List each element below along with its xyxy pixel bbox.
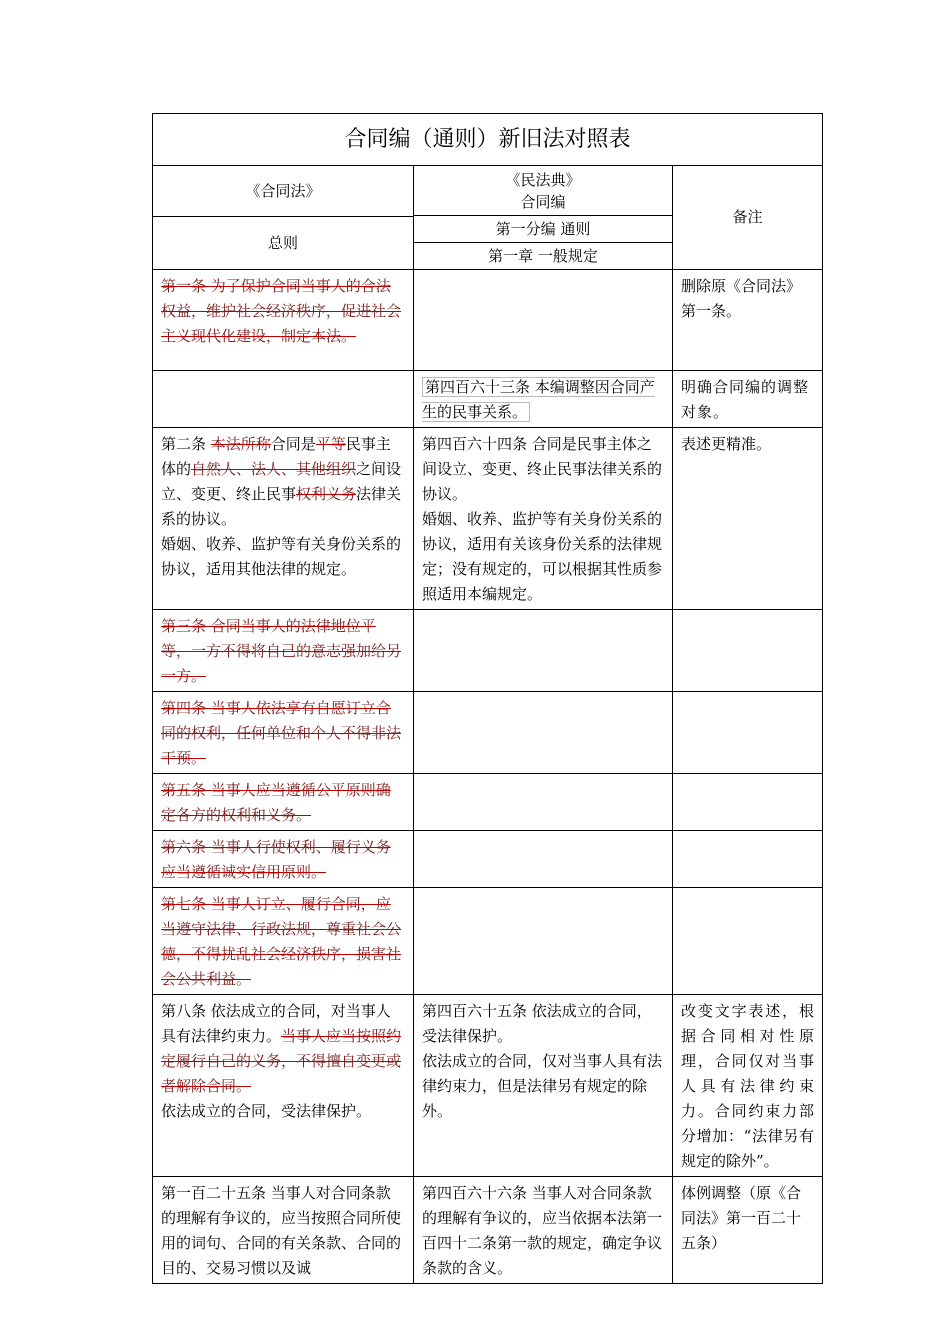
note-cell (673, 774, 823, 831)
old-text-paragraph: 依法成立的合同，受法律保护。 (161, 1102, 372, 1120)
table-row (153, 270, 823, 371)
new-article-cell (414, 270, 673, 371)
header-civil-code-sub (414, 216, 673, 270)
note-cell: 体例调整（原《合同法》第一百二十五条） (673, 1177, 823, 1284)
old-text: 第一百二十五条 当事人对合同条款的理解有争议的，应当按照合同所使用的词句、合同的有关条款、合同的目的、交易习惯以及诚 (161, 1184, 402, 1277)
old-text: 民事主体的 (161, 435, 391, 478)
header-notes: 备注 (673, 166, 823, 270)
comparison-document (152, 113, 822, 1284)
new-article-cell (414, 610, 673, 692)
table-row (153, 995, 823, 1177)
new-article-paragraph: 婚姻、收养、监护等有关身份关系的协议，适用有关该身份关系的法律规定；没有规定的，可以根据其性质参照适用本编规定。 (422, 510, 663, 603)
table-row (153, 888, 823, 995)
old-text: 之间设立、变更、终止民事 (161, 460, 402, 503)
deleted-text: 第五条 当事人应当遵循公平原则确定各方的权利和义务。 (161, 781, 391, 824)
new-article-cell (414, 831, 673, 888)
deleted-text: 第六条 当事人行使权利、履行义务应当遵循诚实信用原则。 (161, 838, 391, 881)
page-title: 合同编（通则）新旧法对照表 (153, 114, 823, 166)
header-civil-code-title: 《民法典》 (505, 170, 581, 189)
deleted-text: 第一条 为了保护合同当事人的合法权益，维护社会经济秩序，促进社会主义现代化建设，制定本法。 (161, 277, 402, 345)
old-text: 法律关系的协议。 (161, 485, 402, 528)
note-cell (673, 831, 823, 888)
old-text: 合同是 (270, 435, 316, 453)
header-contract-law (153, 166, 414, 270)
new-article-cell: 第四百六十六条 当事人对合同条款的理解有争议的，应当依据本法第一百四十二条第一款的规定，确定争议条款的含义。 (414, 1177, 673, 1284)
table-row (153, 371, 823, 428)
new-article-cell (414, 428, 673, 610)
comparison-table (152, 113, 823, 1284)
deleted-text: 第七条 当事人订立、履行合同，应当遵守法律、行政法规，尊重社会公德，不得扰乱社会经济秩序，损害社会公共利益。 (161, 895, 402, 988)
new-article-text: 第四百六十五条 依法成立的合同，受法律保护。 (422, 1002, 652, 1045)
new-article-text: 第四百六十三条 本编调整因合同产生的民事关系。 (422, 378, 655, 421)
deleted-text: 权利义务 (296, 485, 357, 503)
old-article-cell (153, 610, 414, 692)
old-article-cell (153, 371, 414, 428)
deleted-text: 当事人应当按照约定履行自己的义务，不得擅自变更或者解除合同。 (161, 1027, 402, 1095)
old-text: 第八条 依法成立的合同，对当事人具有法律约束力。 (161, 1002, 391, 1045)
old-text-paragraph: 婚姻、收养、监护等有关身份关系的协议，适用其他法律的规定。 (161, 535, 402, 578)
new-article-paragraph: 依法成立的合同，仅对当事人具有法律约束力，但是法律另有规定的除外。 (422, 1052, 663, 1120)
note-cell (673, 610, 823, 692)
deleted-text: 第三条 合同当事人的法律地位平等，一方不得将自己的意志强加给另一方。 (161, 617, 402, 685)
note-cell (673, 888, 823, 995)
new-article-cell (414, 692, 673, 774)
new-article-cell (414, 774, 673, 831)
note-cell: 明确合同编的调整对象。 (673, 371, 823, 428)
old-article-cell (153, 270, 414, 371)
note-cell: 删除原《合同法》第一条。 (673, 270, 823, 371)
table-row (153, 831, 823, 888)
old-article-cell (153, 692, 414, 774)
note-cell: 改变文字表述，根据合同相对性原理，合同仅对当事人具有法律约束力。合同约束力部分增加：“法律另有规定的除外”。 (673, 995, 823, 1177)
header-contract-law-label: 《合同法》 (245, 182, 321, 200)
old-article-cell (153, 1177, 414, 1284)
table-row (153, 774, 823, 831)
header-part-one: 第一分编 通则 (414, 217, 672, 243)
old-text: 第二条 (161, 435, 211, 453)
new-article-cell (414, 888, 673, 995)
new-article-cell (414, 995, 673, 1177)
new-article-text: 第四百六十四条 合同是民事主体之间设立、变更、终止民事法律关系的协议。 (422, 435, 663, 503)
new-article-cell (414, 371, 673, 428)
note-cell: 表述更精准。 (673, 428, 823, 610)
table-row (153, 428, 823, 610)
old-article-cell (153, 831, 414, 888)
table-row (153, 1177, 823, 1284)
table-row (153, 692, 823, 774)
old-article-cell (153, 428, 414, 610)
header-chapter-one: 第一章 一般规定 (488, 246, 598, 265)
header-civil-code (414, 166, 673, 216)
header-general-provisions: 总则 (153, 216, 413, 269)
old-article-cell (153, 995, 414, 1177)
header-contract-book: 合同编 (520, 192, 566, 211)
deleted-text: 本法所称 (210, 435, 271, 453)
note-cell (673, 692, 823, 774)
deleted-text: 平等 (315, 435, 346, 453)
table-row (153, 610, 823, 692)
old-article-cell (153, 888, 414, 995)
old-article-cell (153, 774, 414, 831)
deleted-text: 自然人、法人、其他组织 (191, 460, 357, 478)
deleted-text: 第四条 当事人依法享有自愿订立合同的权利，任何单位和个人不得非法干预。 (161, 699, 402, 767)
